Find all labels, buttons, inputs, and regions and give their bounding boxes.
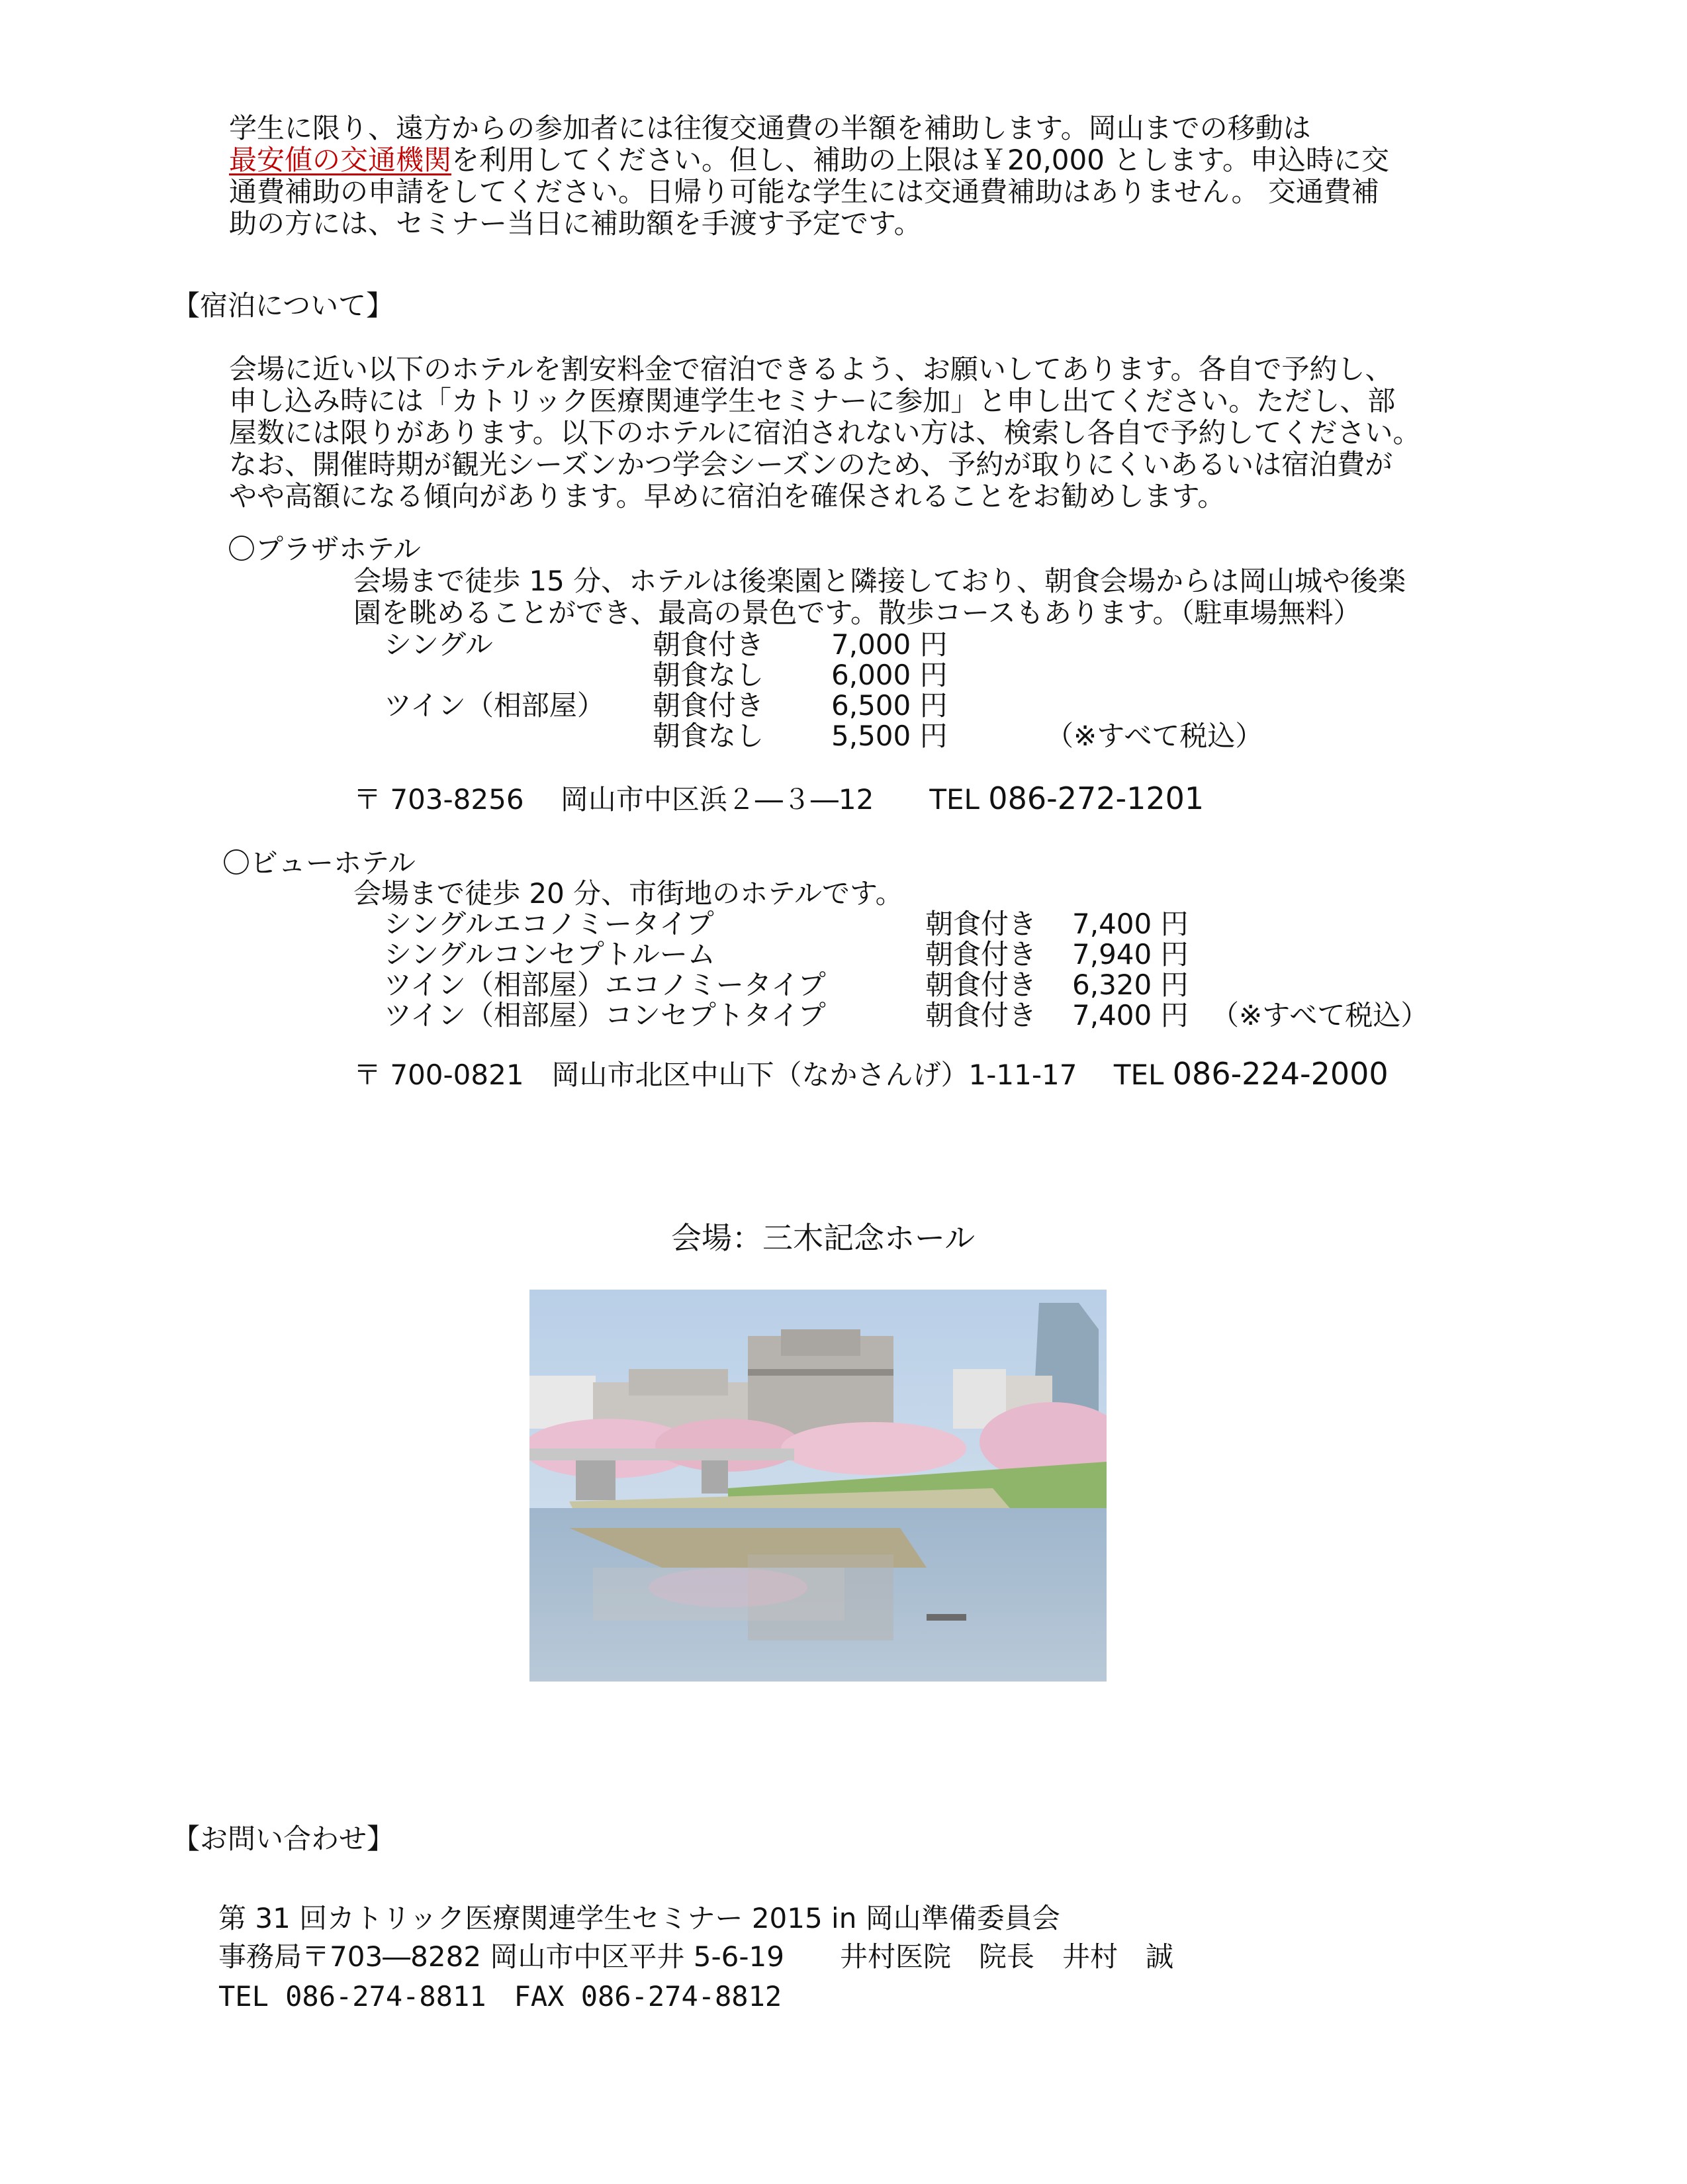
plaza-address-text: 〒 703-8256 岡山市中区浜２―３―12 TEL [353, 783, 989, 816]
view-room-price: 7,400 円 [1072, 908, 1189, 940]
cheapest-transport-link[interactable]: 最安値の交通機関 [229, 144, 452, 176]
view-room-plan: 朝食付き [925, 969, 1037, 1001]
contact-line-2: 事務局〒703―8282 岡山市中区平井 5-6-19 井村医院 院長 井村 誠 [218, 1940, 1173, 1973]
contact-heading: 【お問い合わせ】 [172, 1823, 395, 1855]
contact-line-1: 第 31 回カトリック医療関連学生セミナー 2015 in 岡山準備委員会 [218, 1902, 1060, 1934]
plaza-room-plan: 朝食なし [653, 659, 764, 691]
venue-photo [529, 1290, 1107, 1682]
transport-line-1: 学生に限り、遠方からの参加者には往復交通費の半額を補助します。岡山までの移動は [229, 112, 1311, 144]
view-address [353, 1057, 1389, 1091]
transport-line-2-rest: を利用してください。但し、補助の上限は￥20,000 とします。申込時に交 [451, 144, 1389, 176]
transport-line-2 [229, 144, 1389, 176]
view-room-plan: 朝食付き [925, 938, 1037, 971]
plaza-room-price: 5,500 円 [831, 720, 948, 752]
view-room-plan: 朝食付き [925, 999, 1037, 1031]
view-room-type: ツイン（相部屋）エコノミータイプ [384, 969, 826, 1001]
view-room-type: シングルコンセプトルーム [384, 938, 715, 971]
lodging-intro-1: 会場に近い以下のホテルを割安料金で宿泊できるよう、お願いしてあります。各自で予約し、 [229, 353, 1393, 385]
view-desc-1: 会場まで徒歩 20 分、市街地のホテルです。 [353, 877, 903, 910]
view-room-price: 6,320 円 [1072, 969, 1189, 1001]
lodging-heading: 【宿泊について】 [172, 289, 394, 322]
contact-line-3: TEL 086-274-8811 FAX 086-274-8812 [218, 1980, 782, 2013]
lodging-intro-5: やや高額になる傾向があります。早めに宿泊を確保されることをお勧めします。 [229, 480, 1226, 512]
lodging-intro-2: 申し込み時には「カトリック医療関連学生セミナーに参加」と申し出てください。ただし、部 [229, 385, 1396, 417]
view-room-plan: 朝食付き [925, 908, 1037, 940]
transport-line-4: 助の方には、セミナー当日に補助額を手渡す予定です。 [229, 207, 922, 240]
lodging-intro-3: 屋数には限りがあります。以下のホテルに宿泊されない方は、検索し各自で予約してください。 [229, 416, 1421, 449]
plaza-room-plan: 朝食付き [653, 628, 764, 661]
plaza-room-type: シングル [384, 628, 493, 661]
transport-line-3: 通費補助の申請をしてください。日帰り可能な学生には交通費補助はありません。 交通費補 [229, 175, 1379, 208]
view-hotel-name: 〇ビューホテル [222, 847, 416, 879]
plaza-hotel-name: 〇プラザホテル [228, 533, 421, 565]
view-tax-note: （※すべて税込） [1211, 999, 1429, 1031]
view-room-type: ツイン（相部屋）コンセプトタイプ [384, 999, 826, 1031]
plaza-tax-note: （※すべて税込） [1046, 720, 1263, 752]
plaza-room-type: ツイン（相部屋） [384, 689, 605, 722]
plaza-tel: 086-272-1201 [988, 781, 1205, 816]
view-room-price: 7,400 円 [1072, 999, 1189, 1031]
venue-caption: 会場：三木記念ホール [671, 1220, 976, 1256]
view-room-price: 7,940 円 [1072, 938, 1189, 971]
plaza-room-plan: 朝食なし [653, 720, 764, 752]
plaza-desc-2: 園を眺めることができ、最高の景色です。散歩コースもあります。（駐車場無料） [353, 596, 1361, 629]
plaza-room-price: 7,000 円 [831, 628, 948, 661]
plaza-room-plan: 朝食付き [653, 689, 764, 722]
view-room-type: シングルエコノミータイプ [384, 908, 714, 940]
plaza-desc-1: 会場まで徒歩 15 分、ホテルは後楽園と隣接しており、朝食会場からは岡山城や後楽 [353, 565, 1406, 597]
lodging-intro-4: なお、開催時期が観光シーズンかつ学会シーズンのため、予約が取りにくいあるいは宿泊費が [229, 448, 1393, 481]
plaza-address [353, 781, 1204, 816]
view-tel: 086-224-2000 [1172, 1056, 1389, 1092]
plaza-room-price: 6,500 円 [831, 689, 948, 722]
plaza-room-price: 6,000 円 [831, 659, 948, 691]
view-address-text: 〒 700-0821 岡山市北区中山下（なかさんげ）1-11-17 TEL [353, 1059, 1173, 1091]
